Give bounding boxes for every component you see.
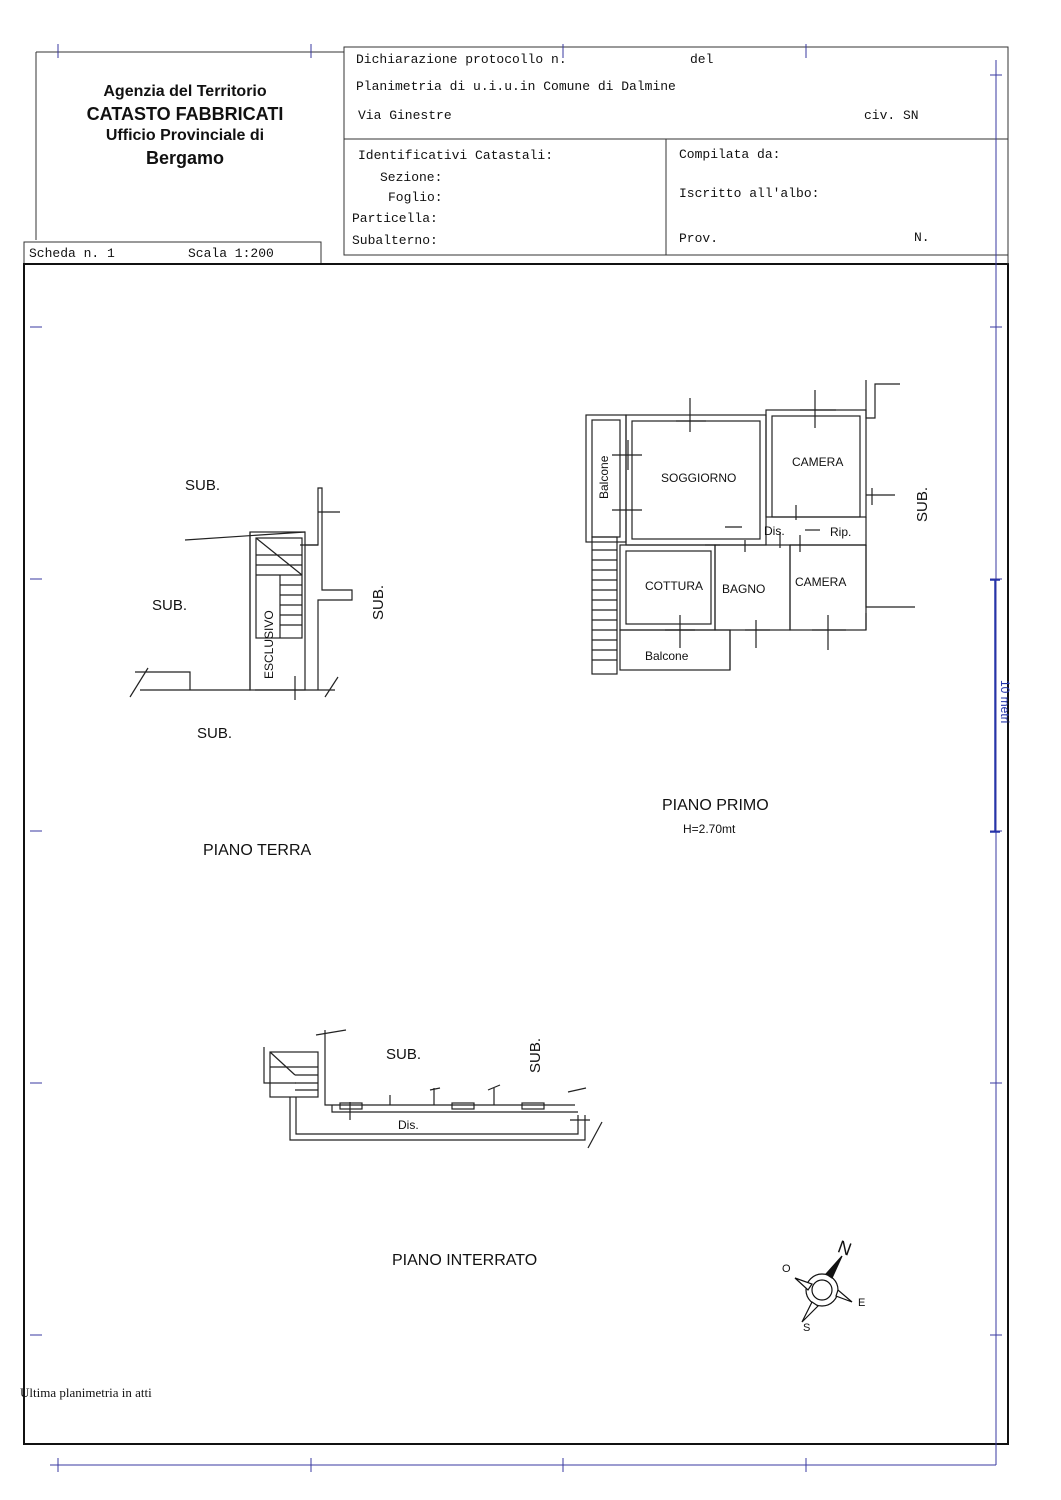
room-soggiorno: SOGGIORNO (661, 471, 737, 485)
compass-s: S (803, 1322, 811, 1334)
compass-rose (795, 1256, 852, 1322)
identificativi-label: Identificativi Catastali: (358, 148, 554, 163)
pt-sub-top: SUB. (185, 477, 221, 494)
piano-interrato-plan (264, 1030, 602, 1148)
n-label: N. (914, 230, 930, 245)
pp-sub-right: SUB. (914, 486, 931, 522)
dichiarazione-label: Dichiarazione protocollo n. (356, 52, 567, 67)
prov-label: Prov. (679, 231, 719, 246)
agency-block (60, 82, 310, 170)
room-bagno: BAGNO (722, 582, 766, 596)
compass-n: N (835, 1236, 855, 1260)
sezione-label: Sezione: (380, 170, 443, 185)
particella-label: Particella: (352, 211, 438, 226)
room-camera-1: CAMERA (792, 455, 844, 469)
pp-height: H=2.70mt (683, 822, 736, 836)
scale-bar-label: 10 metri (998, 680, 1012, 724)
ufficio-label: Ufficio Provinciale di (105, 127, 265, 145)
room-dis: Dis. (764, 524, 785, 538)
piano-terra-plan (130, 488, 352, 700)
catasto-title: CATASTO FABBRICATI (86, 103, 284, 124)
civ-label: civ. SN (864, 108, 919, 123)
subalterno-label: Subalterno: (352, 233, 438, 248)
scheda-label: Scheda n. 1 (29, 246, 115, 261)
pt-sub-right: SUB. (370, 584, 387, 620)
room-rip: Rip. (830, 525, 852, 539)
planimetria-label: Planimetria di u.i.u.in Comune di Dalmine (356, 79, 676, 94)
foglio-label: Foglio: (388, 190, 443, 205)
compass-e: E (858, 1297, 866, 1309)
pi-sub-2: SUB. (527, 1037, 544, 1073)
scala-label: Scala 1:200 (188, 246, 274, 261)
footer-note: Ultima planimetria in atti (20, 1385, 152, 1400)
iscritto-label: Iscritto all'albo: (679, 186, 820, 201)
pp-title: PIANO PRIMO (662, 797, 769, 814)
agency-name: Agenzia del Territorio (103, 83, 267, 100)
room-balcone-left: Balcone (597, 455, 611, 499)
province-name: Bergamo (145, 147, 225, 168)
pt-title: PIANO TERRA (203, 842, 312, 859)
room-balcone-bottom: Balcone (645, 649, 689, 663)
pi-dis: Dis. (398, 1118, 419, 1132)
pt-esclusivo-label: ESCLUSIVO (262, 610, 276, 679)
pt-sub-left: SUB. (152, 597, 188, 614)
room-camera-2: CAMERA (795, 575, 847, 589)
compilata-label: Compilata da: (679, 147, 781, 162)
pt-sub-bottom: SUB. (197, 725, 233, 742)
piano-primo-plan (586, 380, 915, 674)
del-label: del (690, 52, 714, 67)
via-label: Via Ginestre (358, 108, 452, 123)
pi-sub-1: SUB. (386, 1046, 422, 1063)
compass-o: O (782, 1263, 791, 1275)
room-cottura: COTTURA (645, 579, 703, 593)
pi-title: PIANO INTERRATO (392, 1252, 538, 1269)
